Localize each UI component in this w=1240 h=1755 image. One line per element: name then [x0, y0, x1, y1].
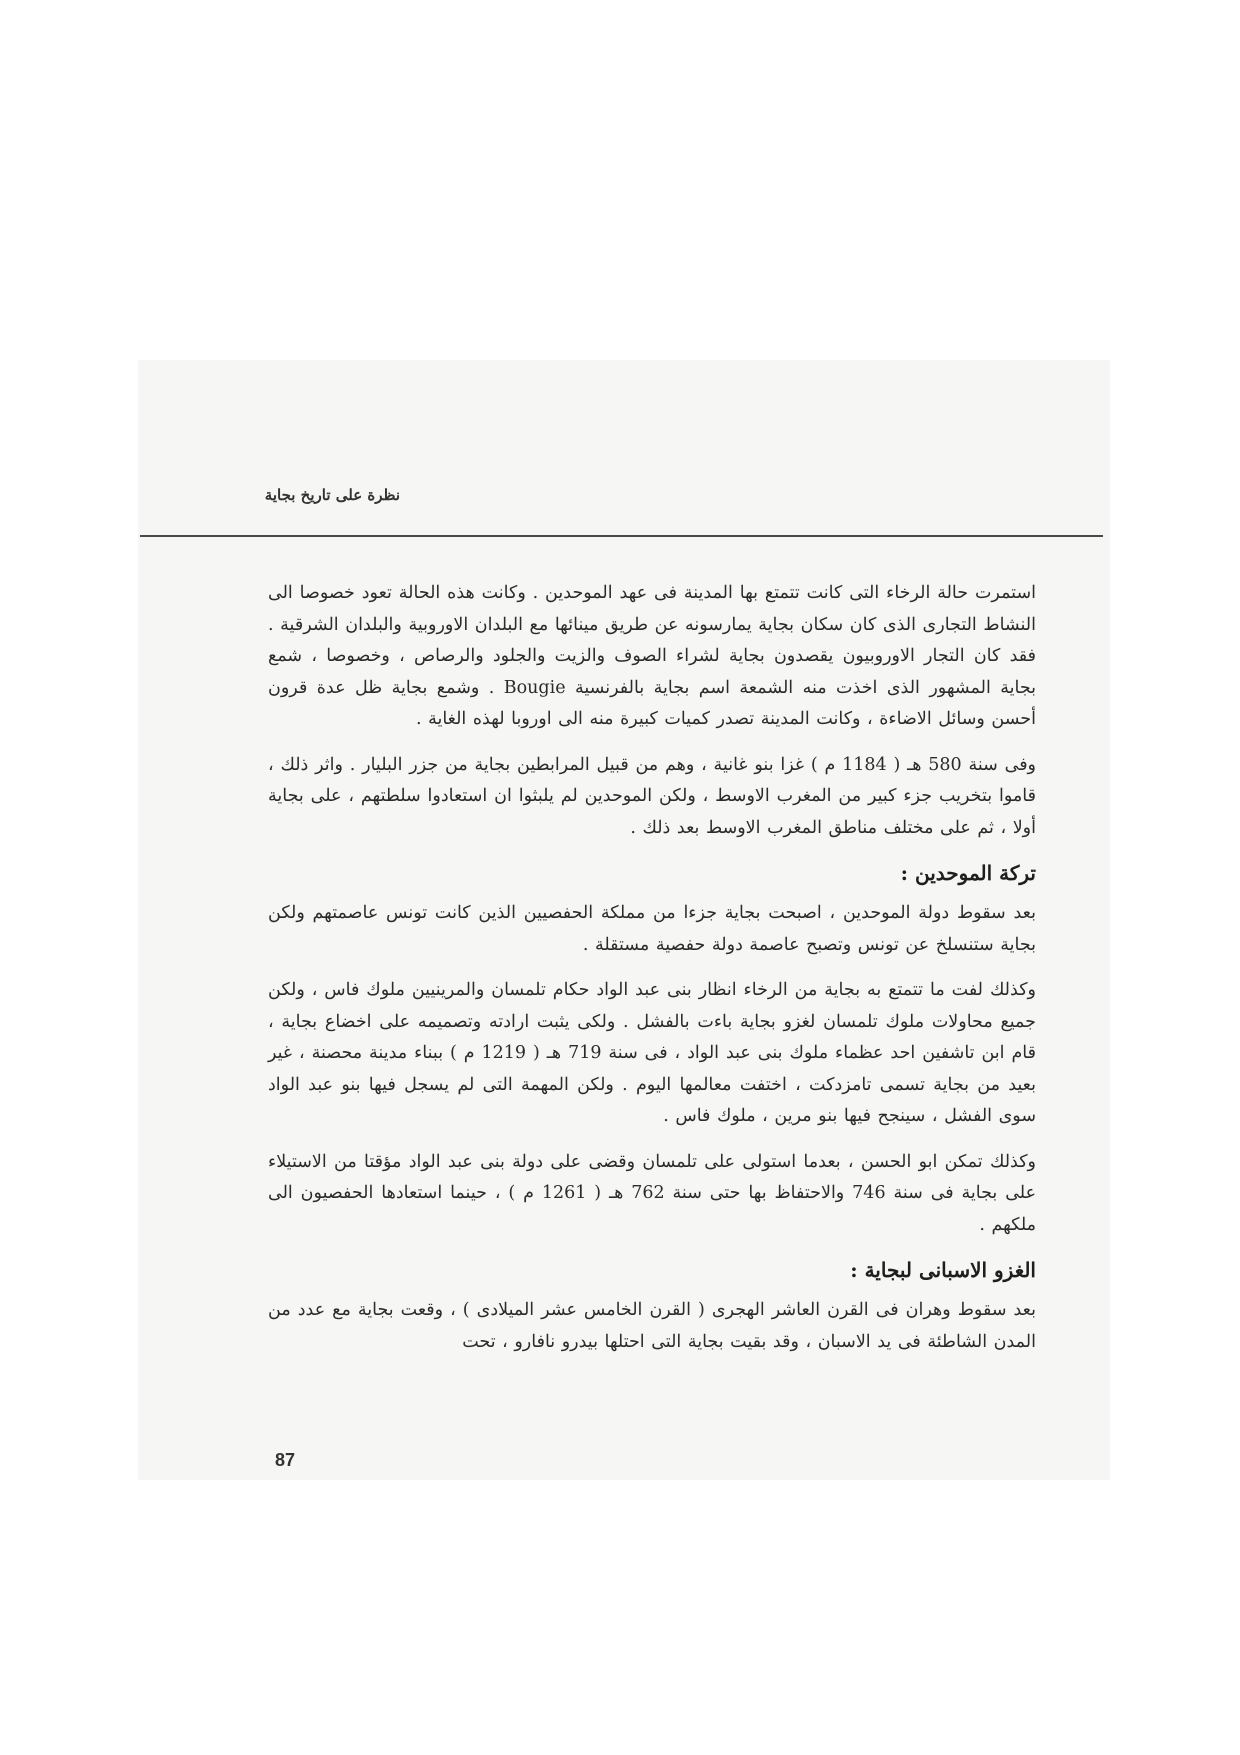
page-number: 87 [275, 1450, 296, 1470]
paragraph-abu-al-hasan: وكذلك تمكن ابو الحسن ، بعدما استولى على تلمسان وقضى على دولة بنى عبد الواد مؤقتا من الاستيلاء على بجاية فى سنة 746 والاحتفاظ بها حتى سنة 762 هـ ( 1261 م ) ، حينما استعادها الحفصيون الى ملكهم . [268, 1151, 1037, 1235]
running-header-title: نظرة على تاريخ بجاية [264, 486, 400, 504]
paragraph-spanish-conquest: بعد سقوط وهران فى القرن العاشر الهجرى ( القرن الخامس عشر الميلادى ) ، وقعت بجاية مع عدد من المدن الشاطئة فى يد الاسبان ، وقد بقيت بجاية التى احتلها بيدرو نافارو ، تحت [268, 1300, 1036, 1352]
header-rule [140, 535, 1103, 537]
main-text [268, 578, 1036, 1372]
section-heading-almohad-legacy: تركة الموحدين : [900, 861, 1036, 885]
paragraph-tlemcen-fez: وكذلك لفت ما تتمتع به بجاية من الرخاء انظار بنى عبد الواد حكام تلمسان والمرينيين ملوك فاس ، ولكن جميع محاولات ملوك تلمسان لغزو بجاية باءت بالفشل . ولكى يثبت ارادته وتصميمه على اخضاع بجاية ، قام ابن تاشفين احد عظماء ملوك بنى عبد الواد ، فى سنة 719 هـ ( 1219 م ) ببناء مدينة محصنة ، غير بعيد من بجاية تسمى تامزدكت ، اختفت معالمها اليوم . ولكن المهمة التى لم يسجل فيها بنو عبد الواد سوى الفشل ، سينجح فيها بنو مرين ، ملوك فاس . [268, 980, 1036, 1126]
paragraph-prosperity: استمرت حالة الرخاء التى كانت تتمتع بها المدينة فى عهد الموحدين . وكانت هذه الحالة تعود خصوصا الى النشاط التجارى الذى كان سكان بجاية يمارسونه عن طريق مينائها مع البلدان الاوروبية والبلدان الشرقية . فقد كان التجار الاوروبيون يقصدون بجاية لشراء الصوف والزيت والجلود والرصاص ، وخصوصا ، شمع بجاية المشهور الذى اخذت منه الشمعة اسم بجاية بالفرنسية Bougie . وشمع بجاية ظل عدة قرون أحسن وسائل الاضاءة ، وكانت المدينة تصدر كميات كبيرة منه الى اوروبا لهذه الغاية . [268, 583, 1036, 729]
section-heading-spanish-invasion: الغزو الاسبانى لبجاية : [850, 1258, 1036, 1282]
paragraph-banu-ghaniya: وفى سنة 580 هـ ( 1184 م ) غزا بنو غانية ، وهم من قبيل المرابطين بجاية من جزر البليار . واثر ذلك ، قاموا بتخريب جزء كبير من المغرب الاوسط ، ولكن الموحدين لم يلبثوا ان استعادوا سلطتهم ، على بجاية أولا ، ثم على مختلف مناطق المغرب الاوسط بعد ذلك . [268, 754, 1037, 838]
paragraph-hafsids: بعد سقوط دولة الموحدين ، اصبحت بجاية جزءا من مملكة الحفصيين الذين كانت تونس عاصمتهم ولكن بجاية ستنسلخ عن تونس وتصبح عاصمة دولة حفصية مستقلة . [268, 903, 1036, 955]
